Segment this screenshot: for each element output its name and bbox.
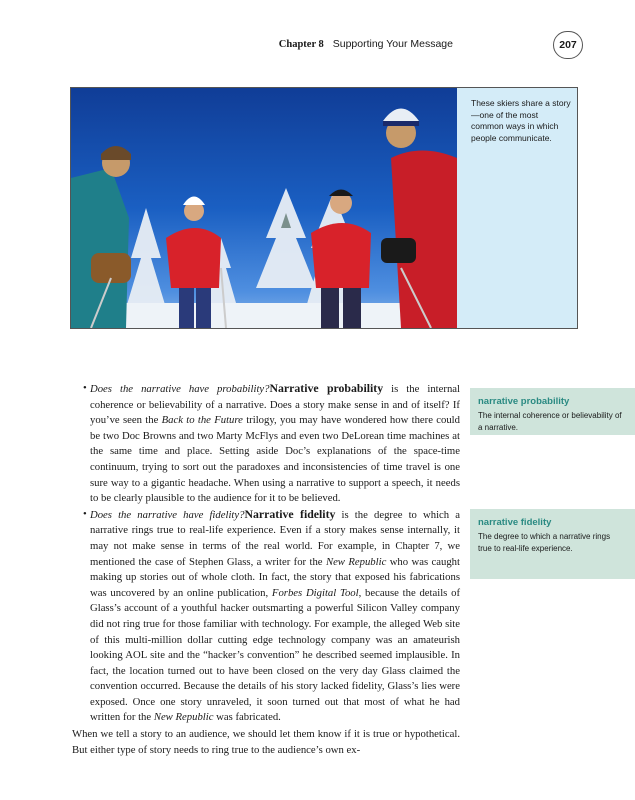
closing-paragraph: When we tell a story to an audience, we should let them know if it is true or hypothetical. But either type of story needs to ring true to the audience’s own ex- xyxy=(72,728,460,756)
film-title: Back to the Future xyxy=(161,414,243,427)
skiers-photo xyxy=(71,88,457,328)
bullet-question: Does the narrative have fidelity? xyxy=(90,508,245,521)
glossary-definition: The internal coherence or believability of a narrative. xyxy=(478,411,622,432)
body-span: , because the details of Glass’s account of a youthful hacker outsmarting a powerful Silicon Valley company did not ring true for those familiar with technology. For example, the alleged Web site of this multi-million dollar cutting edge technology company was an amateurish looking AOL site and the “hacker’s convention” he described seemed implausible. In fact, the location turned out to have been closed on the very day Glass claimed the convention occurred. Because the details of his story lacked fidelity, Glass’s lies were exposed. Once one story unraveled, it soon turned out that most of what he had written for the xyxy=(90,586,461,724)
publication-title: New Republic xyxy=(325,555,387,568)
section-title: Supporting Your Message xyxy=(332,38,453,50)
glossary-box-fidelity xyxy=(470,509,635,579)
publication-title: Forbes Digital Tool xyxy=(271,586,359,599)
page-number: 207 xyxy=(553,31,583,59)
body-span: trilogy, you may have wondered how there could be two Doc Browns and two Marty McFlys and even two DeLorean time machines at the same time and place. Setting aside Doc’s explanations of the space-time continuum, trying to sort out the paradoxes and inconsistencies of time travel is one sure way to a gigantic headache. When using a narrative to support a speech, it needs to be clearly plausible to the audience for it to be believed. xyxy=(90,414,461,505)
glossary-definition: The degree to which a narrative rings true to real-life experience. xyxy=(478,532,611,553)
publication-title: New Republic xyxy=(153,711,214,724)
skiers-illustration xyxy=(71,88,457,328)
body-span: who was caught making up stories out of whole cloth. In fact, the story that exposed his fabrications was uncovered by an online publication, xyxy=(90,555,460,599)
body-span: is the internal coherence or believability of a narrative. Does a story make sense in and of itself? If you’ve seen the xyxy=(90,383,461,427)
body-span: was fabricated. xyxy=(213,711,281,724)
body-text xyxy=(72,381,460,758)
bold-term: Narrative fidelity xyxy=(244,506,336,521)
bullet-marker: • xyxy=(83,507,87,520)
running-header xyxy=(279,38,453,50)
bullet-question: Does the narrative have probability? xyxy=(90,383,270,395)
body-span: is the degree to which a narrative rings true to real-life experience. Even if a story makes sense internally, it may not make sense in terms of the real world. For example, in Chapter 7, we mentioned the case of Stephen Glass, a writer for the xyxy=(90,508,461,568)
glossary-term: narrative fidelity xyxy=(478,517,552,528)
bold-term: Narrative probability xyxy=(269,381,384,395)
bullet-marker: • xyxy=(83,382,87,394)
bullet-fidelity xyxy=(72,507,460,726)
glossary-term: narrative probability xyxy=(478,396,570,407)
chapter-label: Chapter 8 xyxy=(278,39,324,50)
bullet-probability xyxy=(72,381,460,507)
photo-caption: These skiers share a story—one of the most common ways in which people communicate. xyxy=(471,98,571,143)
glossary-box-probability xyxy=(470,388,635,435)
